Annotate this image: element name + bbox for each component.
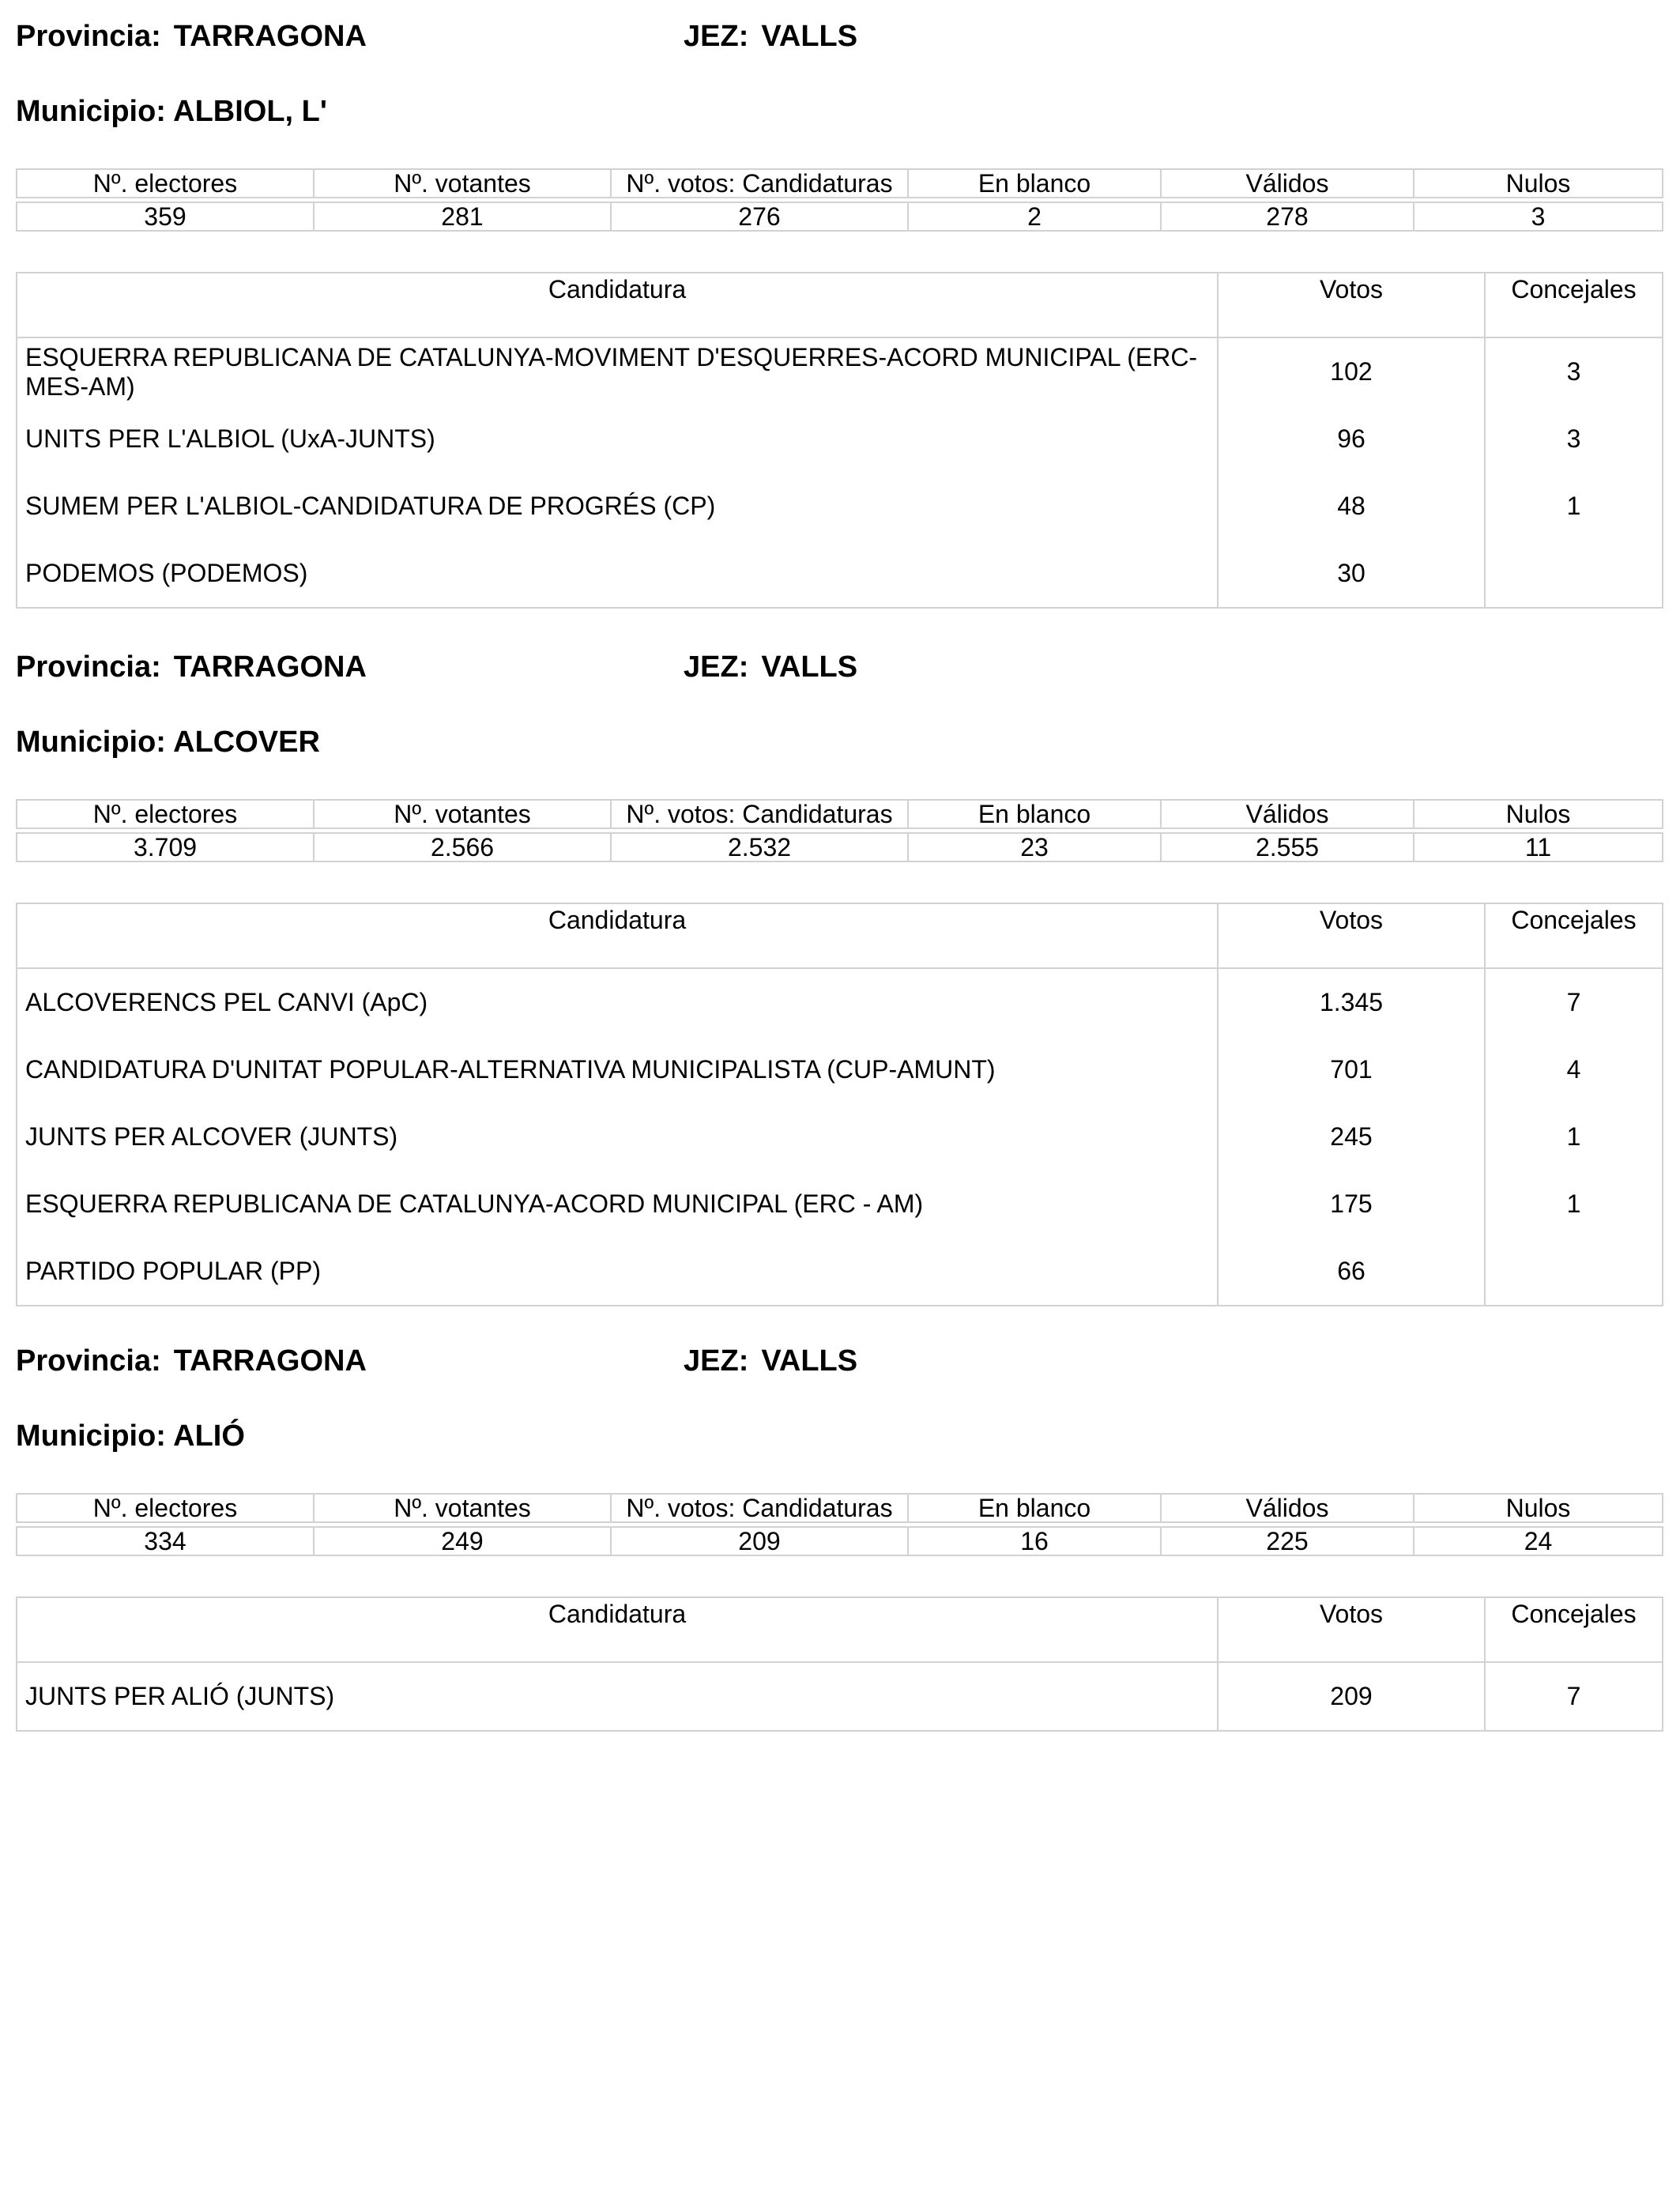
candidatura-votos: 66 <box>1218 1238 1485 1306</box>
stats-header-cell: Nulos <box>1414 800 1663 828</box>
municipio-label: Municipio: <box>16 1419 166 1453</box>
candidaturas-header-row <box>17 903 1663 968</box>
candidatura-concejales: 1 <box>1485 1103 1663 1171</box>
candidatura-name: ALCOVERENCS PEL CANVI (ApC) <box>17 968 1218 1036</box>
candidatura-votos: 701 <box>1218 1036 1485 1103</box>
stats-value-cell: 334 <box>17 1527 314 1555</box>
jez-label: JEZ: <box>684 650 749 684</box>
stats-header-cell: Válidos <box>1161 169 1414 198</box>
stats-header-cell: Nº. votos: Candidaturas <box>611 169 908 198</box>
stats-value-row <box>17 833 1663 861</box>
jez-value: VALLS <box>761 1344 858 1378</box>
municipality-block <box>0 1325 1680 2012</box>
provincia-label: Provincia: <box>16 1344 161 1378</box>
candidaturas-header-cell: Candidatura <box>17 903 1218 968</box>
stats-header-cell: Nº. votantes <box>314 1494 611 1522</box>
stats-header-cell: Válidos <box>1161 800 1414 828</box>
stats-table <box>16 1493 1663 1556</box>
candidaturas-header-row <box>17 273 1663 337</box>
candidaturas-header-cell: Votos <box>1218 903 1485 968</box>
jez-label: JEZ: <box>684 1344 749 1378</box>
candidatura-name: JUNTS PER ALCOVER (JUNTS) <box>17 1103 1218 1171</box>
stats-header-row <box>17 169 1663 198</box>
candidatura-votos: 209 <box>1218 1662 1485 1731</box>
candidatura-name: ESQUERRA REPUBLICANA DE CATALUNYA-MOVIMENT D'ESQUERRES-ACORD MUNICIPAL (ERC-MES-AM) <box>17 337 1218 405</box>
candidatura-row <box>17 540 1663 608</box>
candidatura-votos: 175 <box>1218 1171 1485 1238</box>
municipio-label: Municipio: <box>16 95 166 128</box>
candidatura-votos: 48 <box>1218 473 1485 540</box>
stats-value-cell: 3.709 <box>17 833 314 861</box>
municipio-label: Municipio: <box>16 726 166 759</box>
jez-value: VALLS <box>761 650 858 684</box>
jez-group <box>684 21 857 51</box>
candidatura-name: ESQUERRA REPUBLICANA DE CATALUNYA-ACORD MUNICIPAL (ERC - AM) <box>17 1171 1218 1238</box>
candidatura-concejales: 7 <box>1485 1662 1663 1731</box>
stats-value-row <box>17 1527 1663 1555</box>
candidatura-row <box>17 1238 1663 1306</box>
municipio-value: ALBIOL, L' <box>173 95 327 128</box>
candidatura-votos: 245 <box>1218 1103 1485 1171</box>
candidaturas-header-cell: Votos <box>1218 273 1485 337</box>
candidaturas-table <box>16 1596 1663 1732</box>
provincia-label: Provincia: <box>16 650 161 684</box>
candidatura-concejales <box>1485 1238 1663 1306</box>
municipio-line <box>16 727 320 757</box>
candidatura-votos: 1.345 <box>1218 968 1485 1036</box>
stats-header-cell: En blanco <box>908 169 1161 198</box>
municipio-line <box>16 96 327 126</box>
stats-value-cell: 359 <box>17 202 314 231</box>
jez-group <box>684 1346 857 1376</box>
stats-value-cell: 249 <box>314 1527 611 1555</box>
candidatura-row <box>17 405 1663 473</box>
candidaturas-header-cell: Candidatura <box>17 1597 1218 1662</box>
stats-value-cell: 2.555 <box>1161 833 1414 861</box>
candidaturas-table <box>16 903 1663 1306</box>
candidatura-row <box>17 1662 1663 1731</box>
stats-header-row <box>17 800 1663 828</box>
provincia-value: TARRAGONA <box>173 1344 367 1378</box>
stats-header-cell: Nº. votos: Candidaturas <box>611 1494 908 1522</box>
candidatura-row <box>17 968 1663 1036</box>
candidatura-concejales: 1 <box>1485 473 1663 540</box>
candidatura-name: CANDIDATURA D'UNITAT POPULAR-ALTERNATIVA MUNICIPALISTA (CUP-AMUNT) <box>17 1036 1218 1103</box>
province-line <box>16 1344 858 1378</box>
candidatura-row <box>17 1036 1663 1103</box>
candidatura-votos: 102 <box>1218 337 1485 405</box>
stats-value-cell: 24 <box>1414 1527 1663 1555</box>
jez-value: VALLS <box>761 20 858 53</box>
stats-value-cell: 2.532 <box>611 833 908 861</box>
candidatura-concejales: 7 <box>1485 968 1663 1036</box>
stats-header-cell: En blanco <box>908 1494 1161 1522</box>
stats-header-cell: Nº. electores <box>17 169 314 198</box>
candidatura-concejales: 3 <box>1485 337 1663 405</box>
provincia-label: Provincia: <box>16 20 161 53</box>
stats-header-cell: Nº. electores <box>17 800 314 828</box>
province-line <box>16 20 858 53</box>
candidaturas-header-row <box>17 1597 1663 1662</box>
jez-label: JEZ: <box>684 20 749 53</box>
candidaturas-header-cell: Concejales <box>1485 903 1663 968</box>
stats-value-cell: 16 <box>908 1527 1161 1555</box>
candidatura-concejales: 4 <box>1485 1036 1663 1103</box>
stats-header-cell: Válidos <box>1161 1494 1414 1522</box>
candidaturas-header-cell: Concejales <box>1485 273 1663 337</box>
candidatura-row <box>17 1103 1663 1171</box>
candidatura-concejales: 3 <box>1485 405 1663 473</box>
stats-header-row <box>17 1494 1663 1522</box>
stats-header-cell: Nº. electores <box>17 1494 314 1522</box>
provincia-value: TARRAGONA <box>173 20 367 53</box>
candidaturas-header-cell: Votos <box>1218 1597 1485 1662</box>
candidatura-row <box>17 337 1663 405</box>
stats-value-cell: 225 <box>1161 1527 1414 1555</box>
candidaturas-header-cell: Candidatura <box>17 273 1218 337</box>
stats-header-cell: Nº. votantes <box>314 800 611 828</box>
stats-header-cell: Nº. votantes <box>314 169 611 198</box>
municipality-block <box>0 631 1680 1318</box>
stats-value-cell: 11 <box>1414 833 1663 861</box>
stats-value-cell: 3 <box>1414 202 1663 231</box>
stats-table <box>16 799 1663 862</box>
candidatura-row <box>17 1171 1663 1238</box>
stats-header-cell: Nulos <box>1414 1494 1663 1522</box>
candidatura-name: UNITS PER L'ALBIOL (UxA-JUNTS) <box>17 405 1218 473</box>
candidatura-name: JUNTS PER ALIÓ (JUNTS) <box>17 1662 1218 1731</box>
stats-value-cell: 23 <box>908 833 1161 861</box>
provincia-value: TARRAGONA <box>173 650 367 684</box>
stats-value-cell: 2.566 <box>314 833 611 861</box>
candidatura-name: PARTIDO POPULAR (PP) <box>17 1238 1218 1306</box>
candidatura-name: PODEMOS (PODEMOS) <box>17 540 1218 608</box>
candidatura-row <box>17 473 1663 540</box>
municipality-block <box>0 0 1680 688</box>
stats-table <box>16 168 1663 232</box>
stats-header-cell: En blanco <box>908 800 1161 828</box>
candidatura-votos: 30 <box>1218 540 1485 608</box>
candidatura-concejales: 1 <box>1485 1171 1663 1238</box>
stats-header-cell: Nulos <box>1414 169 1663 198</box>
stats-value-cell: 281 <box>314 202 611 231</box>
municipio-line <box>16 1421 245 1451</box>
stats-value-cell: 209 <box>611 1527 908 1555</box>
stats-value-row <box>17 202 1663 231</box>
province-line <box>16 650 858 684</box>
candidatura-concejales <box>1485 540 1663 608</box>
stats-value-cell: 278 <box>1161 202 1414 231</box>
stats-value-cell: 276 <box>611 202 908 231</box>
candidatura-name: SUMEM PER L'ALBIOL-CANDIDATURA DE PROGRÉS (CP) <box>17 473 1218 540</box>
stats-value-cell: 2 <box>908 202 1161 231</box>
jez-group <box>684 652 857 682</box>
candidatura-votos: 96 <box>1218 405 1485 473</box>
stats-header-cell: Nº. votos: Candidaturas <box>611 800 908 828</box>
municipio-value: ALIÓ <box>173 1419 245 1453</box>
candidaturas-header-cell: Concejales <box>1485 1597 1663 1662</box>
candidaturas-table <box>16 272 1663 609</box>
municipio-value: ALCOVER <box>173 726 320 759</box>
